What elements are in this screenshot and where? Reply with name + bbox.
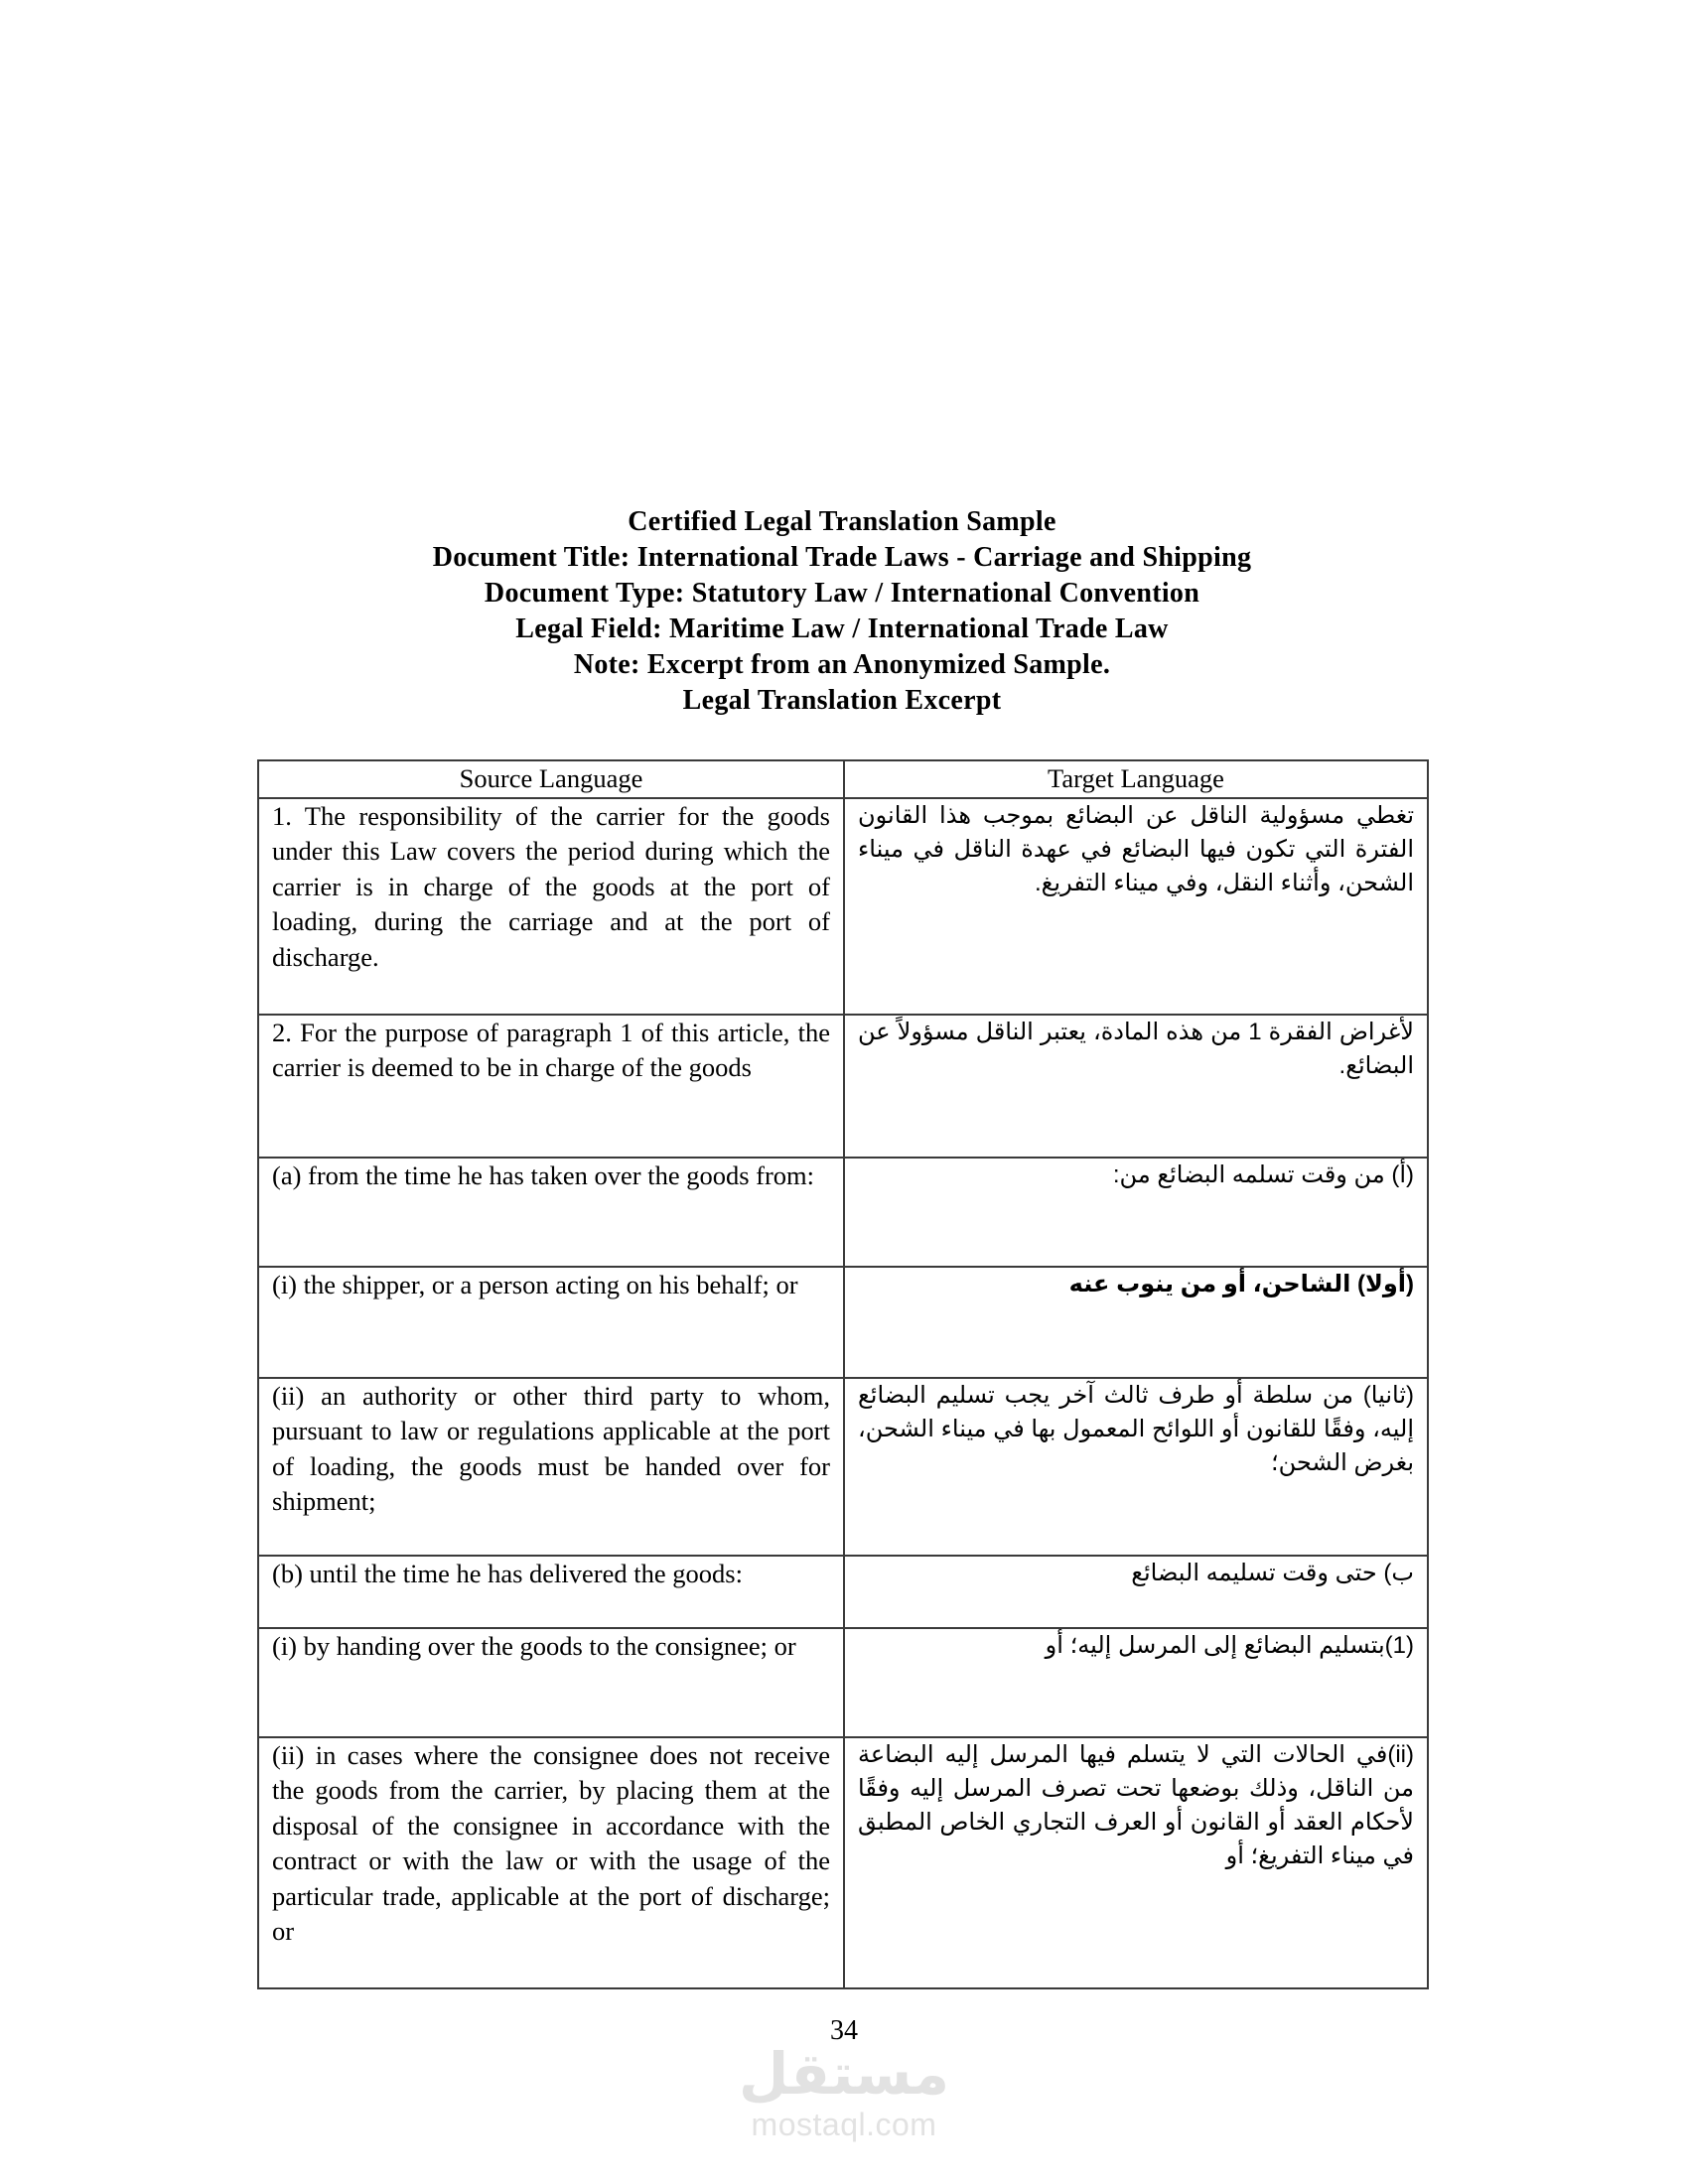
translation-table — [257, 759, 1429, 1989]
header-document-title: Document Title: International Trade Laws - Carriage and Shipping — [432, 542, 1252, 573]
table-row — [258, 1015, 1428, 1158]
table-row — [258, 1267, 1428, 1378]
page-number: 34 — [830, 2015, 858, 2046]
table-row — [258, 1628, 1428, 1737]
header-subtitle: Legal Translation Excerpt — [682, 685, 1002, 716]
table-row — [258, 1158, 1428, 1267]
source-cell: 2. For the purpose of paragraph 1 of this article, the carrier is deemed to be in charge of the goods — [258, 1015, 844, 1158]
source-cell: (ii) in cases where the consignee does not receive the goods from the carrier, by placing them at the disposal of the consignee in accordance with the contract or with the law or with the usage of the particular trade, applicable at the port of discharge; or — [258, 1737, 844, 1988]
header-note: Note: Excerpt from an Anonymized Sample. — [573, 649, 1111, 680]
source-cell: (i) by handing over the goods to the consignee; or — [258, 1628, 844, 1737]
target-cell: (أ) من وقت تسلمه البضائع من: — [844, 1158, 1428, 1267]
table-row — [258, 1737, 1428, 1988]
target-cell: تغطي مسؤولية الناقل عن البضائع بموجب هذا القانون الفترة التي تكون فيها البضائع في عهدة الناقل في ميناء الشحن، وأثناء النقل، وفي ميناء التفريغ. — [844, 798, 1428, 1015]
table-row — [258, 1378, 1428, 1556]
source-cell: (i) the shipper, or a person acting on his behalf; or — [258, 1267, 844, 1378]
table-row — [258, 1556, 1428, 1628]
header-document-type: Document Type: Statutory Law / International Convention — [484, 578, 1200, 609]
target-cell: (ii)في الحالات التي لا يتسلم فيها المرسل إليه البضاعة من الناقل، وذلك بوضعها تحت تصرف المرسل إليه وفقًا لأحكام العقد أو القانون أو العرف التجاري الخاص المطبق في ميناء التفريغ؛ أو — [844, 1737, 1428, 1988]
watermark-url: mostaql.com — [751, 2107, 937, 2142]
header-title: Certified Legal Translation Sample — [628, 506, 1056, 537]
target-cell: (أولا) الشاحن، أو من ينوب عنه — [844, 1267, 1428, 1378]
column-header-source: Source Language — [258, 760, 844, 798]
source-cell: 1. The responsibility of the carrier for the goods under this Law covers the period during which the carrier is in charge of the goods at the port of loading, during the carriage and at the port of discharge. — [258, 798, 844, 1015]
target-cell: (ثانيا) من سلطة أو طرف ثالث آخر يجب تسليم البضائع إليه، وفقًا للقانون أو اللوائح المعمول بها في ميناء الشحن، بغرض الشحن؛ — [844, 1378, 1428, 1556]
watermark-logo-arabic: مستقل — [738, 2042, 950, 2107]
header-legal-field: Legal Field: Maritime Law / International Trade Law — [515, 614, 1169, 644]
source-cell: (b) until the time he has delivered the goods: — [258, 1556, 844, 1628]
target-cell: ب) حتى وقت تسليمه البضائع — [844, 1556, 1428, 1628]
source-cell: (ii) an authority or other third party to whom, pursuant to law or regulations applicable at the port of loading, the goods must be handed over for shipment; — [258, 1378, 844, 1556]
target-cell: لأغراض الفقرة 1 من هذه المادة، يعتبر الناقل مسؤولاً عن البضائع. — [844, 1015, 1428, 1158]
column-header-target: Target Language — [844, 760, 1428, 798]
watermark — [735, 2043, 953, 2142]
table-header-row — [258, 760, 1428, 798]
table-row — [258, 798, 1428, 1015]
target-cell: (1)بتسليم البضائع إلى المرسل إليه؛ أو — [844, 1628, 1428, 1737]
source-cell: (a) from the time he has taken over the goods from: — [258, 1158, 844, 1267]
document-header — [257, 504, 1427, 719]
